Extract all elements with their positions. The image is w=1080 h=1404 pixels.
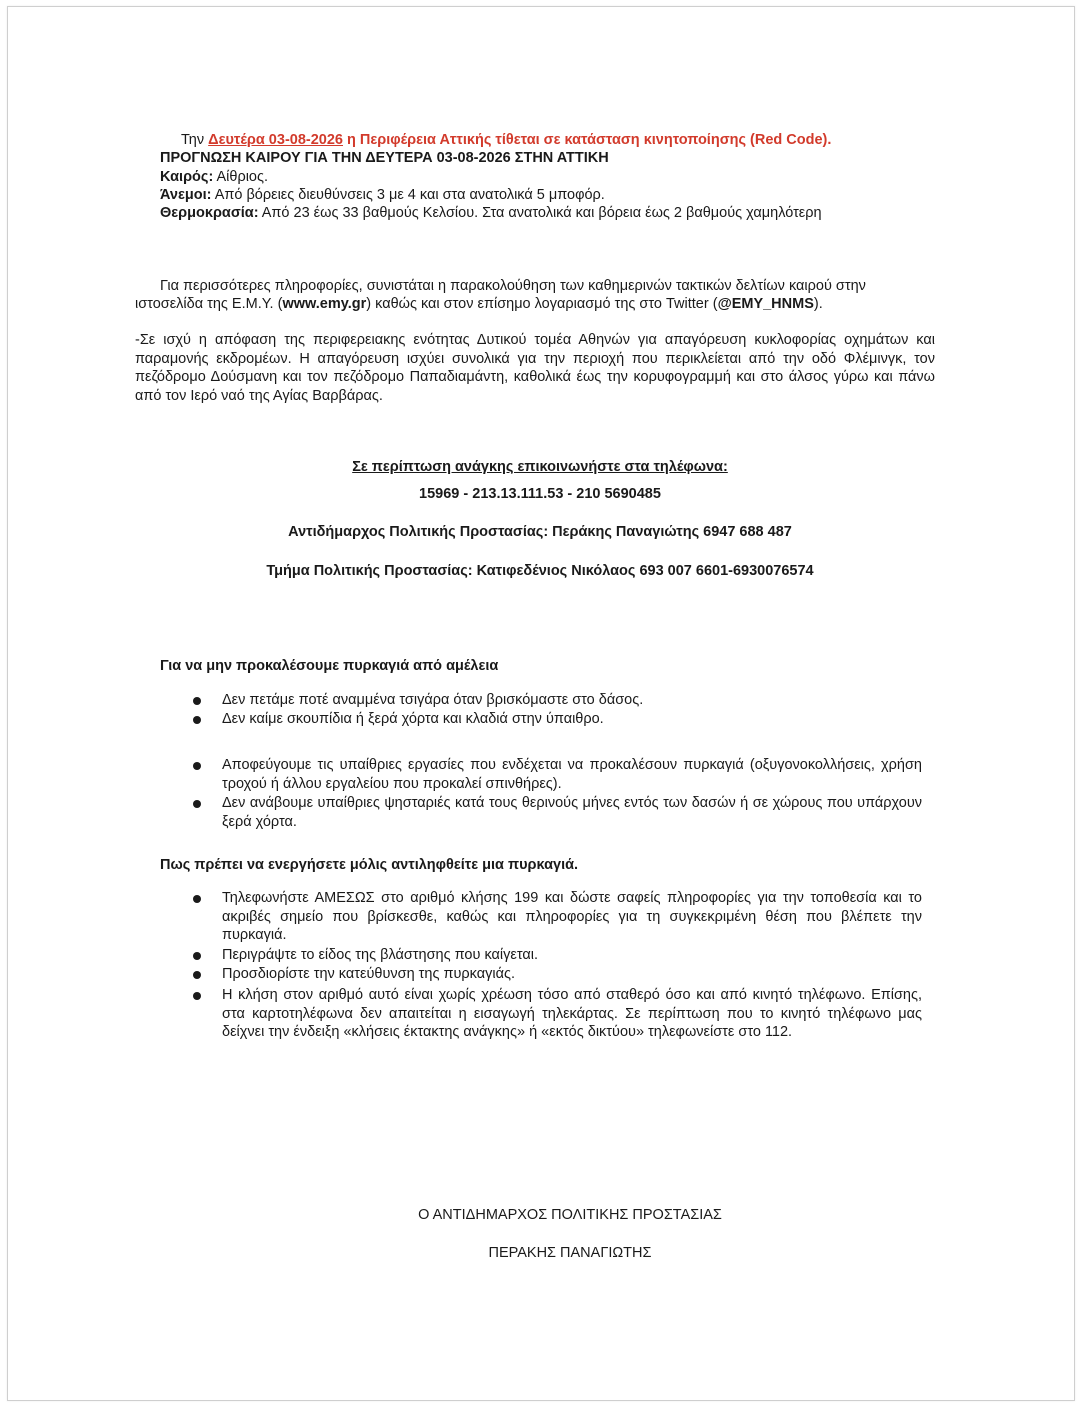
info-text-c: ). — [813, 296, 823, 312]
info-text-b: ) καθώς και στον επίσημο λογαριασμό της στο Twitter ( — [366, 296, 718, 312]
bullet-icon — [193, 762, 201, 770]
wind-value: Από βόρειες διευθύνσεις 3 με 4 και στα ανατολικά 5 μποφόρ. — [211, 187, 605, 203]
website-link[interactable]: www.emy.gr — [282, 296, 367, 312]
alert-prefix: Την — [181, 132, 209, 148]
bullet-icon — [193, 971, 201, 979]
info-line-2 — [135, 295, 823, 313]
wind-label: Άνεμοι: — [160, 187, 212, 203]
alert-date: Δευτέρα 03-08-2026 — [208, 132, 343, 148]
bullet-icon — [193, 716, 201, 724]
action-item-1: Τηλεφωνήστε ΑΜΕΣΩΣ στο αριθμό κλήσης 199 και δώστε σαφείς πληροφορίες για την τοποθεσία και το ακριβές σημείο που βρίσκεσθε, καθώς και πληροφορίες για τη συγκεκριμένη θέση που βλέπετε την πυρκαγιά. — [222, 890, 922, 943]
weather-value: Αίθριος. — [213, 169, 269, 185]
contacts-department: Τμήμα Πολιτικής Προστασίας: Κατιφεδένιος Νικόλαος 693 007 6601-6930076574 — [266, 563, 814, 579]
bullet-icon — [193, 895, 201, 903]
prevention-item-3: Αποφεύγουμε τις υπαίθριες εργασίες που ενδέχεται να προκαλέσουν πυρκαγιά (οξυγονοκολλήσεις, χρήση τροχού ή άλλου εργαλείου που προκαλεί σπινθήρες). — [222, 757, 922, 792]
signature-title: Ο ΑΝΤΙΔΗΜΑΡΧΟΣ ΠΟΛΙΤΙΚΗΣ ΠΡΟΣΤΑΣΙΑΣ — [418, 1207, 722, 1223]
action-item-3: Προσδιορίστε την κατεύθυνση της πυρκαγιάς. — [222, 966, 515, 982]
bullet-icon — [193, 992, 201, 1000]
temp-label: Θερμοκρασία: — [160, 205, 259, 221]
bullet-icon — [193, 952, 201, 960]
temp-value: Από 23 έως 33 βαθμούς Κελσίου. Στα ανατολικά και βόρεια έως 2 βαθμούς χαμηλότερη — [258, 205, 822, 221]
forecast-title: ΠΡΟΓΝΩΣΗ ΚΑΙΡΟΥ ΓΙΑ ΤΗΝ ΔΕΥΤΕΡΑ 03-08-2026 ΣΤΗΝ ΑΤΤΙΚΗ — [160, 150, 609, 166]
alert-line — [181, 131, 831, 149]
info-text-a: ιστοσελίδα της Ε.Μ.Υ. ( — [135, 296, 283, 312]
signature-name: ΠΕΡΑΚΗΣ ΠΑΝΑΓΙΩΤΗΣ — [488, 1245, 652, 1261]
forecast-temperature — [160, 204, 822, 222]
action-item-4: Η κλήση στον αριθμό αυτό είναι χωρίς χρέωση τόσο από σταθερό όσο και από κινητό τηλέφωνο. Επίσης, στα καρτοτηλέφωνα δεν απαιτείται η εισαγωγή τηλεκάρτας. Σε περίπτωση που το κινητό τηλέφωνο μας δείχνει την ένδειξη «κλήσεις έκτακτης ανάγκης» ή «εκτός δικτύου» τηλεφωνείστε στο 112. — [222, 987, 922, 1040]
action-item-2: Περιγράψτε το είδος της βλάστησης που καίγεται. — [222, 947, 538, 963]
forecast-weather — [160, 168, 268, 186]
ban-paragraph: -Σε ισχύ η απόφαση της περιφερειακης ενότητας Δυτικού τομέα Αθηνών για απαγόρευση κυκλοφορίας οχημάτων και παραμονής εκδρομέων. Η απαγόρευση ισχύει συνολικά για την περιοχή που περικλείεται από την οδό Φλέμινγκ, τον πεζόδρομο Δούσμανη και τον πεζόδρομο Παπαδιαμάντη, καθολικά έως την κορυφογραμμή και στο άλσος γύρω και πάνω από τον Ιερό ναό της Αγίας Βαρβάρας. — [135, 332, 935, 404]
bullet-icon — [193, 800, 201, 808]
prevention-item-4: Δεν ανάβουμε υπαίθριες ψησταριές κατά τους θερινούς μήνες εντός των δασών ή σε χώρους που υπάρχουν ξερά χόρτα. — [222, 795, 922, 830]
bullet-icon — [193, 697, 201, 705]
forecast-wind — [160, 186, 605, 204]
prevention-item-1: Δεν πετάμε ποτέ αναμμένα τσιγάρα όταν βρισκόμαστε στο δάσος. — [222, 692, 644, 708]
prevention-item-2: Δεν καίμε σκουπίδια ή ξερά χόρτα και κλαδιά στην ύπαιθρο. — [222, 711, 604, 727]
alert-text: η Περιφέρεια Αττικής τίθεται σε κατάσταση κινητοποίησης (Red Code). — [342, 132, 832, 148]
info-line-1: Για περισσότερες πληροφορίες, συνιστάται η παρακολούθηση των καθημερινών τακτικών δελτίων καιρού στην — [160, 278, 866, 294]
action-heading: Πως πρέπει να ενεργήσετε μόλις αντιληφθείτε μια πυρκαγιά. — [160, 857, 579, 873]
contacts-heading: Σε περίπτωση ανάγκης επικοινωνήστε στα τηλέφωνα: — [352, 459, 728, 475]
contacts-deputy: Αντιδήμαρχος Πολιτικής Προστασίας: Περάκης Παναγιώτης 6947 688 487 — [288, 524, 792, 540]
contacts-phones: 15969 - 213.13.111.53 - 210 5690485 — [419, 486, 661, 502]
prevention-heading: Για να μην προκαλέσουμε πυρκαγιά από αμέλεια — [160, 658, 499, 674]
weather-label: Καιρός: — [160, 169, 214, 185]
twitter-handle[interactable]: @EMY_HNMS — [717, 296, 814, 312]
